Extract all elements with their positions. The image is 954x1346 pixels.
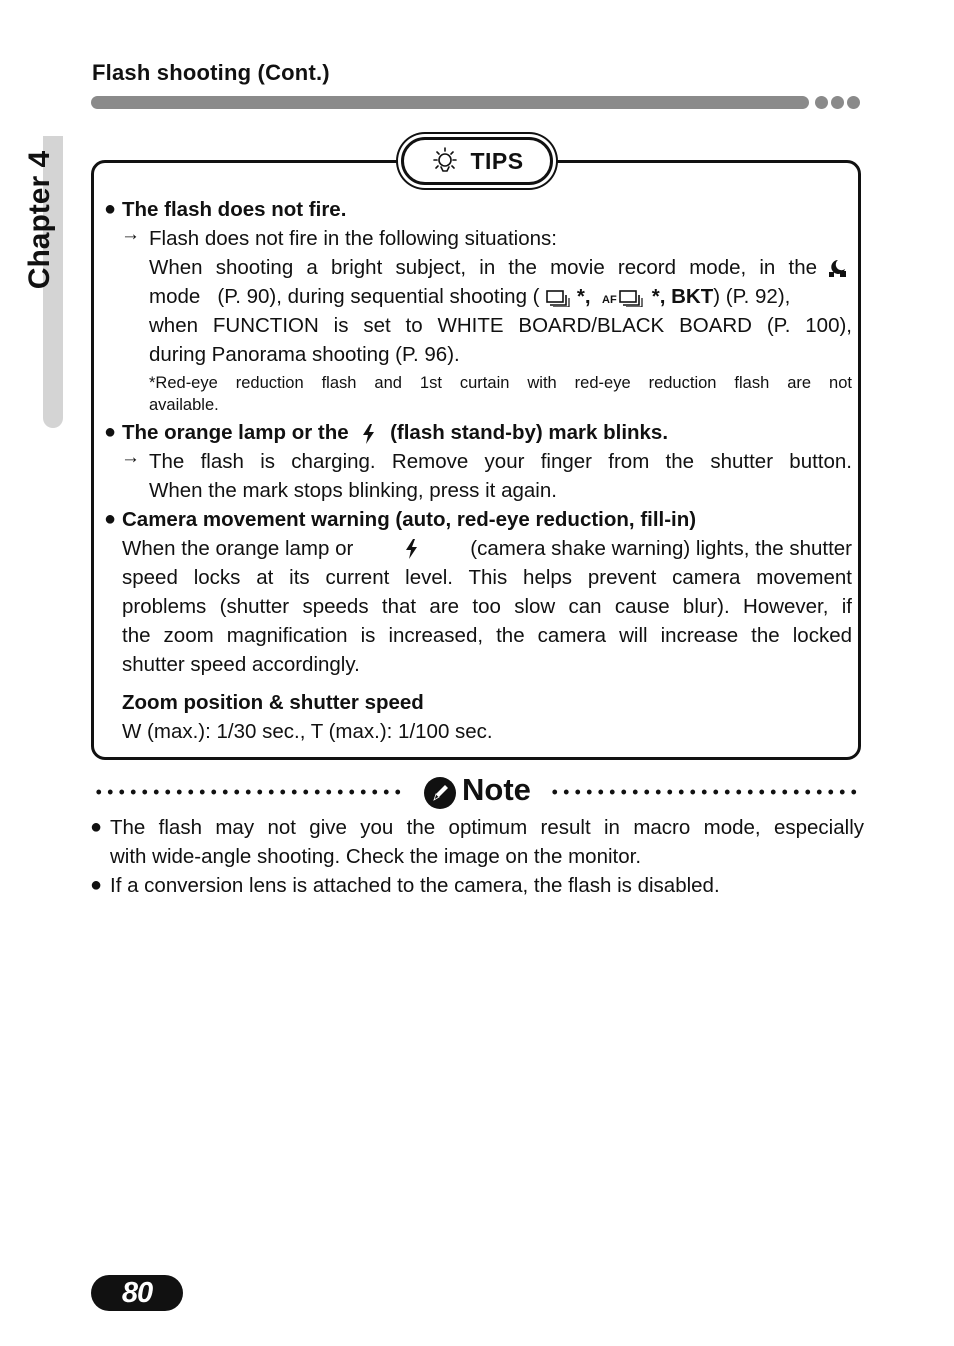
note-divider-right xyxy=(549,788,862,796)
tips-label: TIPS xyxy=(470,147,524,174)
tips-item-heading: The flash does not fire. xyxy=(122,198,347,221)
page-number: 80 xyxy=(91,1275,183,1311)
tips-body-line xyxy=(122,534,852,563)
tips-arrow-line: The flash is charging. Remove your finger from the shutter button. xyxy=(149,450,852,473)
tips-footnote: available. xyxy=(149,396,219,414)
note-line: with wide-angle shooting. Check the image on the monitor. xyxy=(110,845,642,868)
tips-arrow-line: Flash does not fire in the following situations: xyxy=(149,227,557,250)
title-rule-dots xyxy=(815,96,860,109)
tips-body-line: When shooting a bright subject, in the movie record mode, in the xyxy=(149,256,817,279)
heading-part: (flash stand-by) mark blinks. xyxy=(390,421,669,444)
svg-text:AF: AF xyxy=(602,293,617,306)
pencil-icon xyxy=(423,776,457,810)
tips-body-line: when FUNCTION is set to WHITE BOARD/BLACK BOARD (P. 100), xyxy=(149,314,852,337)
tips-item-heading: Camera movement warning (auto, red-eye reduction, fill-in) xyxy=(122,508,697,531)
body-part: (camera shake warning) lights, the shutter xyxy=(470,537,852,560)
tips-footnote: *Red-eye reduction flash and 1st curtain with red-eye reduction flash are not xyxy=(149,374,852,392)
tips-body-line: speed locks at its current level. This helps prevent camera movement xyxy=(122,566,852,589)
note-line: The flash may not give you the optimum result in macro mode, especially xyxy=(110,816,864,839)
text-mode: mode xyxy=(149,285,201,308)
tips-body-line xyxy=(149,282,790,311)
tips-body-line: problems (shutter speeds that are too slow can cause blur). However, if xyxy=(122,595,852,618)
note-title: Note xyxy=(462,772,531,807)
bullet: ● xyxy=(104,198,117,220)
tips-badge xyxy=(401,137,553,185)
note-divider-left xyxy=(93,788,406,796)
text-star-1: *, xyxy=(576,285,591,308)
text-sequential: (P. 90), during sequential shooting ( xyxy=(217,285,540,308)
zoom-shutter-values: W (max.): 1/30 sec., T (max.): 1/100 sec. xyxy=(122,720,493,743)
sequential-shooting-icon xyxy=(545,289,571,307)
text-star-2: *, xyxy=(651,285,666,308)
bullet: ● xyxy=(90,874,103,896)
section-title: Flash shooting (Cont.) xyxy=(92,60,330,85)
bullet: ● xyxy=(104,421,117,443)
af-sequential-shooting-icon xyxy=(602,289,646,307)
title-rule xyxy=(91,96,809,109)
body-part: When the orange lamp or xyxy=(122,537,354,560)
tips-item-heading xyxy=(122,418,668,447)
chapter-label: Chapter 4 xyxy=(23,150,56,290)
night-scene-icon xyxy=(826,257,848,279)
flash-icon xyxy=(360,423,378,445)
text-p92: ) (P. 92), xyxy=(713,285,791,308)
tips-arrow-line: When the mark stops blinking, press it again. xyxy=(149,479,557,502)
bullet: ● xyxy=(104,508,117,530)
tips-body-line: during Panorama shooting (P. 96). xyxy=(149,343,460,366)
note-line: If a conversion lens is attached to the camera, the flash is disabled. xyxy=(110,874,720,897)
flash-icon xyxy=(403,538,421,560)
arrow-icon: → xyxy=(121,447,140,468)
bullet: ● xyxy=(90,816,103,838)
arrow-icon: → xyxy=(121,224,140,245)
zoom-subheading: Zoom position & shutter speed xyxy=(122,691,424,714)
lightbulb-icon xyxy=(430,146,460,176)
tips-body-line: shutter speed accordingly. xyxy=(122,653,360,676)
tips-body-line: the zoom magnification is increased, the camera will increase the locked xyxy=(122,624,852,647)
text-bkt: BKT xyxy=(671,285,714,308)
heading-part: The orange lamp or the xyxy=(122,421,349,444)
